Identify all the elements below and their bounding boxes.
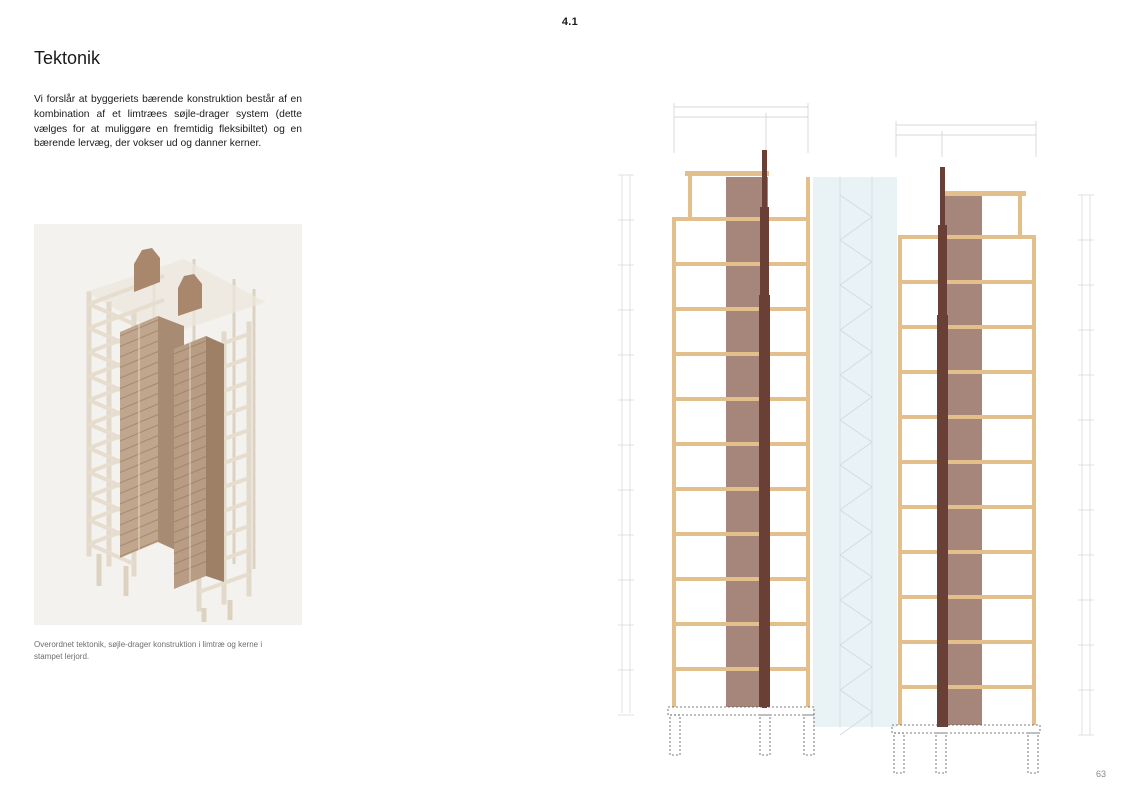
axonometric-figure (34, 224, 302, 625)
figure-caption: Overordnet tektonik, søjle-drager konstruktion i limtræ og kerne i stampet lerjord. (34, 640, 263, 661)
page-number: 63 (1095, 769, 1106, 779)
left-building-section (672, 150, 810, 708)
axonometric-drawing (34, 224, 302, 625)
right-building-section (898, 167, 1036, 727)
page-title: Tektonik (34, 48, 101, 68)
glass-atrium (813, 177, 897, 735)
section-svg (600, 95, 1110, 785)
section-number: 4.1 (561, 16, 579, 28)
body-paragraph: Vi forslår at byggeriets bærende konstruktion består af en kombination af et limtræes søjle-drager system (dette vælges for at muliggøre en fremtidig fleksibiltet) og en bærende lervæg, der vokser ud og danner kerner. (34, 94, 302, 150)
dimension-lines-top-left (674, 103, 1036, 157)
building-section-drawing (600, 95, 1110, 785)
